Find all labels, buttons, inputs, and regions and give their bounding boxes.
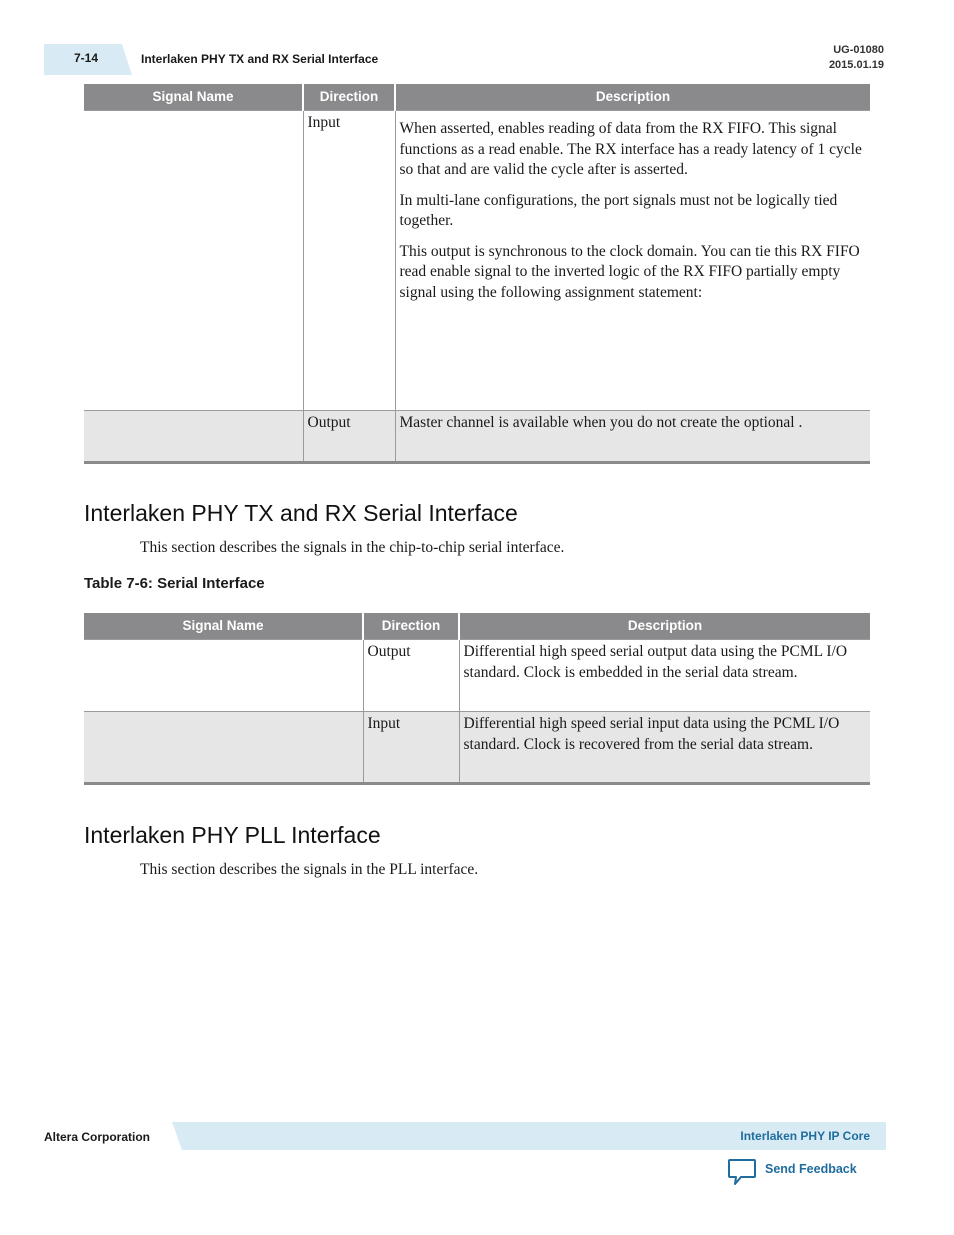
description-cell: Master channel is available when you do not create the optional . [395, 411, 870, 463]
footer-doc-title[interactable]: Interlaken PHY IP Core [740, 1129, 870, 1143]
section-intro-serial: This section describes the signals in the chip-to-chip serial interface. [140, 539, 565, 556]
send-feedback-link[interactable]: Send Feedback [765, 1162, 857, 1176]
col-direction: Direction [363, 613, 459, 640]
signal-cell [84, 712, 363, 784]
description-cell: Differential high speed serial output data using the PCML I/O standard. Clock is embedded in the serial data stream. [459, 640, 870, 712]
description-paragraph: In multi-lane configurations, the port signals must not be logically tied together. [399, 191, 838, 229]
running-title: Interlaken PHY TX and RX Serial Interface [141, 52, 379, 66]
direction-cell: Input [363, 712, 459, 784]
speech-bubble-icon[interactable] [727, 1158, 757, 1186]
col-direction: Direction [303, 84, 395, 111]
doc-date: 2015.01.19 [828, 59, 884, 71]
table-row [84, 111, 870, 411]
serial-interface-table [84, 613, 870, 785]
signal-cell [84, 640, 363, 712]
doc-id: UG-01080 [833, 44, 884, 56]
direction-cell: Output [303, 411, 395, 463]
table-header-row [84, 84, 870, 111]
col-description: Description [459, 613, 870, 640]
footer-company: Altera Corporation [44, 1130, 151, 1144]
signal-cell [84, 111, 303, 411]
col-signal-name: Signal Name [84, 613, 363, 640]
signal-table-continued [84, 84, 870, 464]
description-cell [395, 111, 870, 411]
section-heading-pll: Interlaken PHY PLL Interface [84, 822, 381, 848]
page-number: 7-14 [74, 51, 99, 65]
table-row [84, 411, 870, 463]
description-cell: Differential high speed serial input data using the PCML I/O standard. Clock is recovered from the serial data stream. [459, 712, 870, 784]
signal-cell [84, 411, 303, 463]
table-header-row [84, 613, 870, 640]
table-caption: Table 7-6: Serial Interface [84, 575, 265, 592]
description-paragraph: This output is synchronous to the clock domain. You can tie this RX FIFO read enable signal to the inverted logic of the RX FIFO partially empty signal using the following assignment statement: [399, 242, 860, 301]
col-signal-name: Signal Name [84, 84, 303, 111]
description-paragraph: When asserted, enables reading of data from the RX FIFO. This signal functions as a read enable. The RX interface has a ready latency of 1 cycle so that and are valid the cycle after is asserted. [399, 120, 862, 178]
col-description: Description [395, 84, 870, 111]
section-intro-pll: This section describes the signals in the PLL interface. [140, 861, 479, 878]
direction-cell: Output [363, 640, 459, 712]
table-row [84, 640, 870, 712]
section-heading-serial: Interlaken PHY TX and RX Serial Interface [84, 500, 518, 526]
direction-cell: Input [303, 111, 395, 411]
doc-info [829, 43, 884, 73]
table-row [84, 712, 870, 784]
